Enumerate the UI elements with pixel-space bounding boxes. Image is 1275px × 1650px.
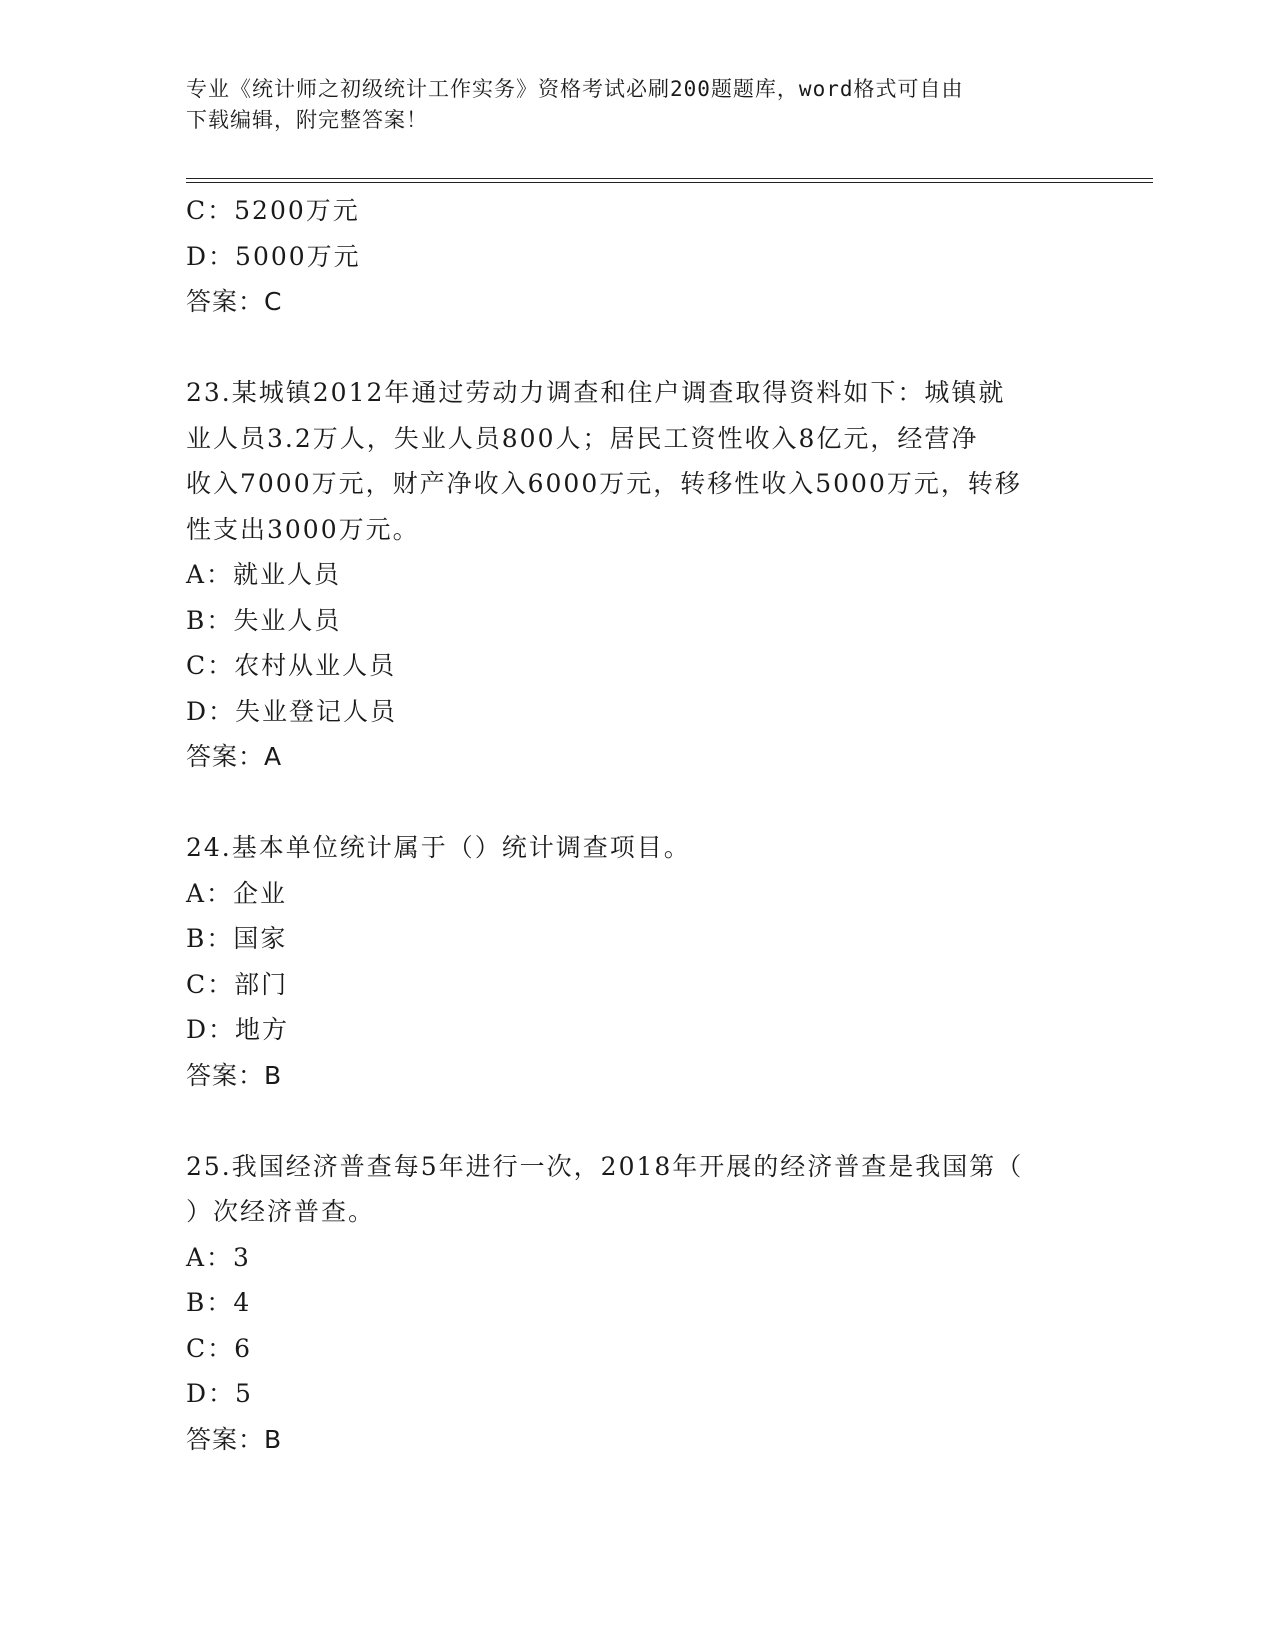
- header-line-2: 下载编辑，附完整答案！: [186, 108, 428, 132]
- question-text-line: 性支出3000万元。: [186, 514, 420, 544]
- option-a: A：就业人员: [186, 560, 342, 589]
- option-d: D：5000万元: [186, 241, 361, 271]
- spacer: [186, 325, 1086, 371]
- question-content: [186, 188, 1086, 1462]
- question-24: [186, 825, 1086, 1098]
- option-b: B：失业人员: [186, 605, 342, 635]
- document-header: [186, 74, 1086, 136]
- option-c: C：6: [186, 1333, 253, 1363]
- option-a: A：3: [186, 1242, 251, 1272]
- answer-line: 答案：C: [186, 287, 283, 316]
- option-c: C：5200万元: [186, 196, 360, 225]
- option-b: B：国家: [186, 924, 288, 953]
- answer-line: 答案：B: [186, 1424, 283, 1454]
- spacer: [186, 1098, 1086, 1144]
- option-c: C：农村从业人员: [186, 651, 397, 680]
- question-text-line: ）次经济普查。: [186, 1197, 376, 1226]
- header-line-1: 专业《统计师之初级统计工作实务》资格考试必刷200题题库，word格式可自由: [186, 77, 964, 101]
- question-22-continuation: [186, 188, 1086, 325]
- header-divider: [186, 178, 1153, 183]
- question-25: [186, 1144, 1086, 1463]
- question-text-line: 24.基本单位统计属于（）统计调查项目。: [186, 833, 691, 862]
- option-b: B：4: [186, 1288, 252, 1317]
- option-d: D：5: [186, 1379, 253, 1408]
- question-23: [186, 370, 1086, 780]
- question-text-line: 25.我国经济普查每5年进行一次，2018年开展的经济普查是我国第（: [186, 1151, 1024, 1181]
- answer-line: 答案：A: [186, 742, 283, 771]
- spacer: [186, 780, 1086, 826]
- answer-line: 答案：B: [186, 1060, 283, 1090]
- option-d: D：地方: [186, 1015, 290, 1044]
- option-c: C：部门: [186, 969, 289, 999]
- option-a: A：企业: [186, 878, 288, 908]
- question-text-line: 23.某城镇2012年通过劳动力调查和住户调查取得资料如下：城镇就: [186, 378, 1006, 407]
- question-text-line: 收入7000万元，财产净收入6000万元，转移性收入5000万元，转移: [186, 469, 1022, 498]
- question-text-line: 业人员3.2万人，失业人员800人；居民工资性收入8亿元，经营净: [186, 423, 979, 453]
- option-d: D：失业登记人员: [186, 696, 398, 726]
